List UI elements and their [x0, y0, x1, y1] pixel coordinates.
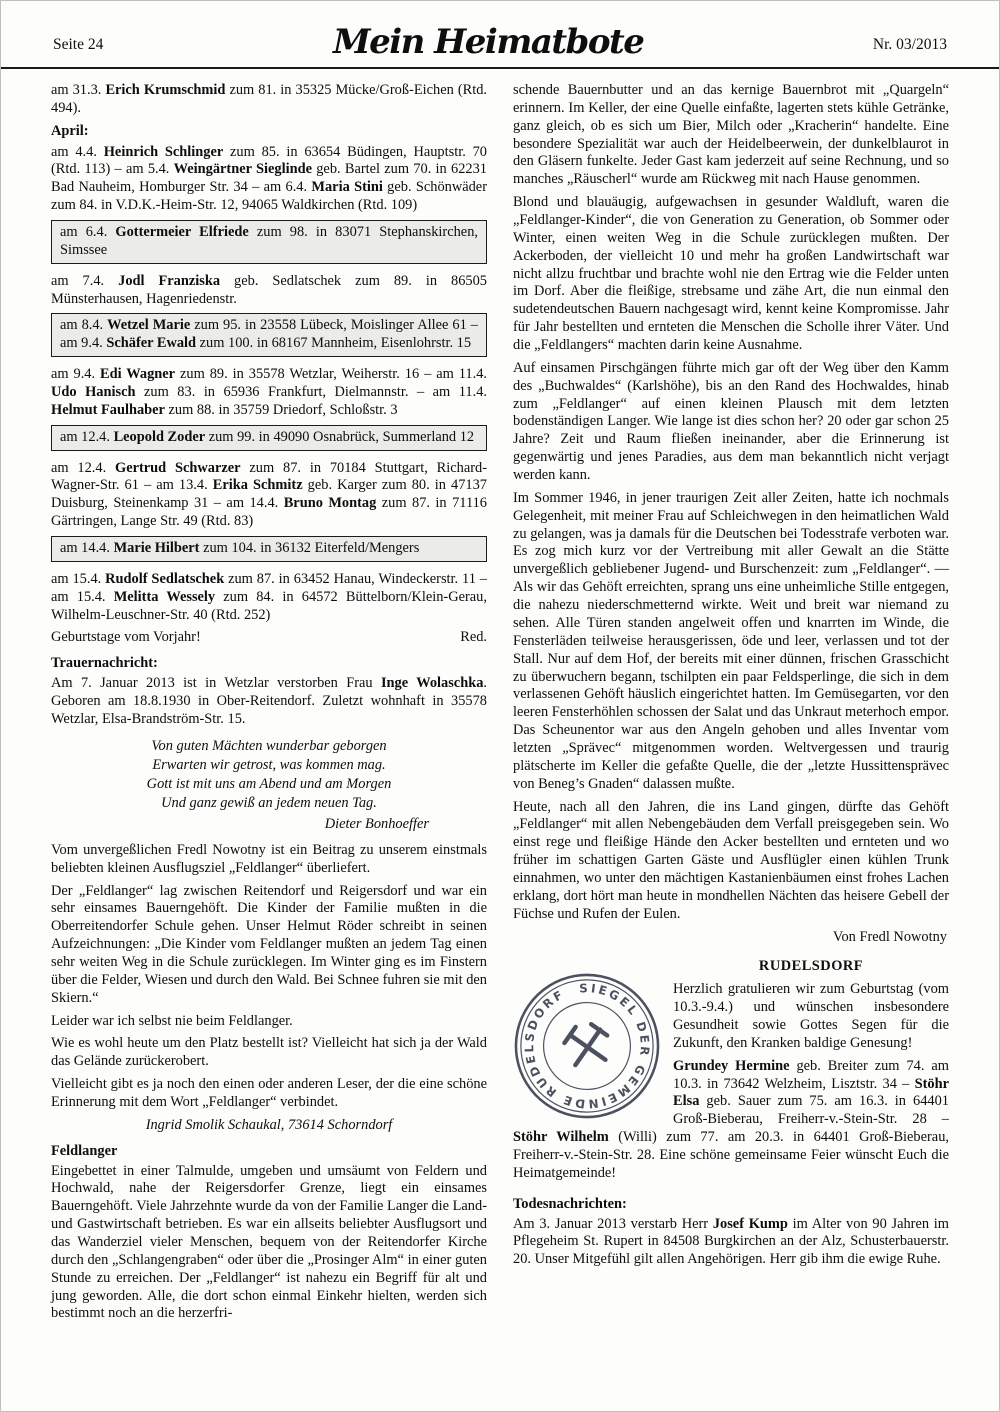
text-run: Leider war ich selbst nie beim Feldlanger. [51, 1012, 293, 1029]
page-content [1, 69, 999, 1328]
bold-text: Stöhr Elsa [673, 1075, 949, 1110]
section-heading: Todesnachrichten: [513, 1195, 627, 1212]
paragraph [51, 82, 487, 118]
note-line [51, 629, 487, 647]
paragraph [513, 799, 949, 924]
text-run: zum 87. in 70184 Stuttgart, Richard-Wagner-Str. 61 – am 13.4. [51, 459, 487, 494]
paragraph [51, 842, 487, 878]
bold-text: Weingärtner Sieglinde [173, 161, 312, 178]
paragraph [51, 571, 487, 625]
paragraph [51, 366, 487, 420]
masthead-logo: Mein Heimatbote [332, 22, 644, 62]
bold-text: Jodl Franziska [118, 272, 221, 289]
text-run: am 12.4. [60, 428, 114, 445]
author-byline: Von Fredl Nowotny [832, 928, 947, 945]
text-run: Herzlich gratulieren wir zum Geburtstag (vom 10.3.-9.4.) und wünschen insbesondere Gesundheit sowie Gottes Segen für die Zukunft, den Kranken baldige Genesung! [673, 981, 949, 1051]
text-run: zum 99. in 49090 Osnabrück, Summerland 12 [205, 428, 475, 445]
paragraph [51, 1163, 487, 1324]
text-run: . Geboren am 18.8.1930 in Ober-Reitendorf. Zuletzt wohnhaft in 35578 Wetzlar, Elsa-Brandström-Str. 15. [51, 675, 488, 727]
bold-text: Schäfer Ewald [106, 335, 197, 352]
rudelsdorf-seal [501, 961, 672, 1132]
text-run: geb. Schönwäder zum 84. in V.D.K.-Heim-Str. 12, 94065 Waldkirchen (Rtd. 109) [51, 179, 487, 214]
text-run: Am 7. Januar 2013 ist in Wetzlar verstorben Frau [51, 675, 381, 692]
text-run: geb. Breiter zum 74. am 10.3. in 73642 Welzheim, Lisztstr. 34 – [673, 1057, 949, 1092]
bold-text: Heinrich Schlinger [103, 143, 224, 160]
text-run: Am 3. Januar 2013 verstarb Herr [513, 1215, 713, 1232]
boxed-birthday-announcement [51, 536, 487, 562]
bold-text: Helmut Faulhaber [51, 401, 165, 418]
bold-text: Gottermeier Elfriede [115, 224, 249, 241]
text-run: zum 104. in 36132 Eiterfeld/Mengers [199, 540, 420, 557]
text-run: am 4.4. [51, 143, 104, 160]
bold-text: April: [51, 122, 89, 139]
seal-text: SIEGEL DER GEMEINDE RUDELSDORF [522, 981, 653, 1112]
bold-text: Edi Wagner [100, 366, 176, 383]
paragraph [51, 460, 487, 531]
bold-text: Leopold Zoder [113, 428, 206, 445]
text-run: zum 89. in 35578 Wetzlar, Weiherstr. 16 – am 11.4. [175, 366, 487, 383]
section-heading: Trauernachricht: [51, 655, 158, 672]
month-label [51, 123, 487, 141]
text-run: zum 95. in 23558 Lübeck, Moislinger Allee 61 – am 9.4. [60, 317, 478, 352]
text-run: geb. Sauer zum 75. am 16.3. in 64401 Groß-Bieberau, Freiherr-v.-Stein-Str. 28 – [673, 1093, 949, 1128]
right-column [513, 82, 949, 1328]
text-run: Vom unvergeßlichen Fredl Nowotny ist ein Beitrag zu unserem einstmals beliebten kleinen Ausflugsziel „Feldlanger“ überliefert. [51, 841, 487, 876]
memorial-poem [63, 737, 475, 834]
poem-line: Gott ist mit uns am Abend und am Morgen [146, 775, 392, 792]
text-run: Im Sommer 1946, in jener traurigen Zeit aller Zeiten, hatte ich nochmals Gelegenheit, mit meiner Frau auf Schleichwegen in den heimatlichen Wald zu gelangen, was ja damals für die Deutschen bei Todesstrafe verboten war. Es zog mich kurz vor der Vertreibung mit aller Gewalt an die Stätte unvergeßlich gebliebener Jugend- und Burschenzeit: zum „Feldlanger“. — Als wir das Gehöft erreichten, sprang uns eine unheimliche Stille entgegen, die nahezu niederschmetternd wirkte. Weit und breit war niemand zu sehen. Alle Türen standen angelweit offen und knarrten im Winde, die Fensterläden teilweise herausgerissen, öde und leer, verlassen und tot der Stall. Nur auf dem Hof, der bereits mit einer dünnen, frischen Grasschicht zu überwuchern begann, tschilpten ein paar Feldsperlinge, die sich in dem verlassenen Gehöft häuslich eingerichtet hatten. Im Gemüsegarten, vor den leeren Fensterhöhlen schossen der Salat und das Unkraut meterhoch empor. Das Scheunentor war aus den Angeln gehoben und alles Inventar vom letzten „Sprävec“ mitgenommen worden. Weltvergessen und traurig plätscherte im Keller die gefaßte Quelle, die der „letzte Hussittensprävec von Beneg’s Gnaden“ dalassen mußte. [513, 489, 949, 792]
left-column [51, 82, 487, 1328]
bold-text: Grundey Hermine [673, 1057, 790, 1074]
text-run: geb. Karger zum 80. in 47137 Duisburg, Steinenkamp 31 – am 14.4. [51, 477, 487, 512]
bold-text: Rudolf Sedlatschek [105, 570, 225, 587]
poem-line: Und ganz gewiß an jedem neuen Tag. [161, 794, 377, 811]
text-run: Vielleicht gibt es ja noch den einen oder anderen Leser, der die eine schöne Erinnerung mit dem Wort „Feldlanger“ verbindet. [51, 1076, 487, 1111]
right-column-top [513, 82, 949, 946]
bold-text: Wetzel Marie [107, 317, 191, 334]
bold-text: Josef Kump [712, 1215, 788, 1232]
bold-text: Udo Hanisch [51, 384, 136, 401]
text-run: zum 85. in 63654 Büdingen, Hauptstr. 70 (Rtd. 113) – am 5.4. [51, 143, 487, 178]
text-run: am 15.4. [51, 570, 106, 587]
text-run: zum 88. in 35759 Driedorf, Schloßstr. 3 [164, 401, 398, 418]
text-run: schende Bauernbutter und an das kernige Bauernbrot mit „Quargeln“ erinnern. Im Keller, der eine Quelle einfaßte, lagerten stets kühle Getränke, ganz gleich, ob es sich um Bier, Milch oder „Kracherin“ handelte. Eine besondere Spezialität war auch der Heidelbeerwein, der dunkelblaurot in den Gläsern funkelte. Jeder Gast kam jederzeit auf seine Rechnung, und so manches „Räuscherl“ wurde am Rückweg mit nach Hause genommen. [513, 82, 949, 188]
paragraph [51, 144, 487, 215]
paragraph [51, 1013, 487, 1031]
text-run: zum 84. in 64572 Büttelborn/Klein-Gerau, Wilhelm-Leuschner-Str. 40 (Rtd. 252) [51, 588, 487, 623]
bold-text: Inge Wolaschka [380, 675, 484, 692]
boxed-birthday-announcement [51, 313, 487, 357]
text-run: Eingebettet in einer Talmulde, umgeben und umsäumt von Feldern und Hochwald, nahe der Reigersdorfer Grenze, liegt ein einsames Bauerngehöft. Viele Jahrzehnte wurde da von der Familie Langer die Land- und Gastwirtschaft betrieben. Es war ein allseits beliebter Ausflugsort und das Wanderziel vieler Menschen, bequem von der Reitendorfer Kirche durch den „Schlangengraben“ oder über die „Prosinger Alm“ in einer guten Stunde zu erreichen. Der „Feldlanger“ ist nahezu ein Begriff für alt und jung geworden. Alle, die dort schon einmal Einkehr hielten, werden sich bestimmt noch an die herzerfri- [51, 1162, 487, 1322]
poem-line: Von guten Mächten wunderbar geborgen [151, 737, 387, 754]
bold-text: Erich Krumschmid [105, 82, 226, 98]
text-run: im Alter von 90 Jahren im Pflegeheim St. Rupert in 84508 Burgkirchen an der Alz, Schusterbauerstr. 20. Unser Mitgefühl gilt allen Angehörigen. Herr gib ihm die ewige Ruhe. [513, 1215, 949, 1268]
paragraph [51, 1035, 487, 1071]
paragraph [51, 883, 487, 1008]
paragraph [51, 675, 487, 729]
text-run: am 31.3. [51, 82, 106, 98]
text-run: am 12.4. [51, 459, 116, 476]
bold-text: Erika Schmitz [212, 477, 303, 494]
paragraph [513, 490, 949, 794]
boxed-birthday-announcement [51, 425, 487, 451]
bold-text: Melitta Wessely [113, 588, 216, 605]
text-run: zum 87. in 63452 Hanau, Windeckerstr. 11 – am 15.4. [51, 570, 487, 605]
contributor-signature: Ingrid Smolik Schaukal, 73614 Schorndorf [145, 1116, 393, 1133]
poem-line: Erwarten wir getrost, was kommen mag. [152, 756, 386, 773]
paragraph [513, 82, 949, 189]
text-run: am 6.4. [60, 224, 116, 241]
text-run: geb. Sedlatschek zum 89. in 86505 Münsterhausen, Hagenriedenstr. [51, 272, 487, 307]
bold-text: Gertrud Schwarzer [115, 459, 241, 476]
rudelsdorf-heading: RUDELSDORF [758, 958, 864, 975]
paragraph [513, 360, 949, 485]
right-column-bottom [513, 1196, 949, 1269]
issue-number: Nr. 03/2013 [872, 36, 947, 53]
crossed-hammers-icon [562, 1022, 611, 1066]
paragraph [513, 194, 949, 355]
text-run: Heute, nach all den Jahren, die ins Land gingen, dürfte das Gehöft „Feldlanger“ mit allen Nebengebäuden dem Verfall preisgegeben sein. Wo einst rege und fleißige Hände den Acker bestellten und ernteten und wo früher im schattigen Garten Gäste und Ausflügler einen kühlen Trunk einnahmen, wo unter den mächtigen Kastanienbäumen einst frohes Lachen erklang, dort hört man heute in mondhellen Nächten das heisere Gebell der Füchse und Rufen der Eulen. [513, 798, 949, 922]
boxed-birthday-announcement [51, 220, 487, 264]
text-run: zum 100. in 68167 Mannheim, Eisenlohrstr. 15 [196, 335, 472, 352]
bold-text: Maria Stini [311, 179, 383, 196]
text-run: zum 83. in 65936 Frankfurt, Dielmannstr. – am 11.4. [135, 384, 487, 401]
text-run: am 7.4. [51, 272, 119, 289]
text-run: zum 87. in 71116 Gärtringen, Lange Str. 49 (Rtd. 83) [51, 495, 487, 530]
paragraph [51, 1076, 487, 1112]
section-heading: Feldlanger [51, 1142, 118, 1159]
text-run: Blond und blauäugig, aufgewachsen in gesunder Waldluft, waren die „Feldlanger-Kinder“, die von Generation zu Generation, ob Sommer oder Winter, einen weiten Weg in die Schule zurücklegen mußten. Der Ackerboden, der vielleicht 10 und mehr ha großen Landwirtschaft war nicht allzu fruchtbar und brachte wohl nie den Ertrag wie die Felder unten im Dorf. Aber die fleißige, strebsame und zähe Art, die nun einmal den sudetendeutschen Bauern nachgesagt wird, kennt keine Kompromisse. Jahr für Jahr bestellten und ernteten die Menschen die Scholle ihrer Väter. Und die „Feldlangers“ machten darin keine Ausnahme. [513, 194, 949, 354]
bold-text: Marie Hilbert [113, 540, 200, 557]
text-run: (Willi) zum 77. am 20.3. in 64401 Groß-Bieberau, Freiherr-v.-Stein-Str. 28. Eine schöne gemeinsame Feier wünscht Euch die Heimatgemeinde! [513, 1129, 949, 1181]
paragraph [513, 1216, 949, 1270]
text-run: zum 81. in 35325 Mücke/Groß-Eichen (Rtd. 494). [51, 82, 488, 116]
rudelsdorf-section [513, 958, 949, 1187]
text-run: am 14.4. [60, 540, 114, 557]
text-run: Auf einsamen Pirschgängen führte mich gar oft der Weg über den Kamm des „Buchwaldes“ (Karlshöhe), bis an den Rand des Hochwaldes, hinab zum „Feldlanger“ auf einen kleinen Plausch mit dem letzten bodenständigen Langer. Wie lange ist dies schon her? 20 oder gar schon 25 Jahre? Zeit und Raum fließen ineinander, aber die Erinnerung ist gegenwärtig und jenes Paradies, aus dem man bekanntlich nicht verjagt werden kann. [513, 359, 949, 484]
poem-author: Dieter Bonhoeffer [324, 815, 429, 832]
text-run: Wie es wohl heute um den Platz bestellt ist? Vielleicht hat sich ja der Wald das Gelände zurückerobert. [51, 1035, 487, 1070]
text-run: am 9.4. [51, 366, 101, 383]
text-run: am 8.4. [60, 317, 108, 334]
page-header [1, 1, 999, 69]
bold-text: Bruno Montag [283, 495, 377, 512]
note-text: Geburtstage vom Vorjahr! [51, 629, 201, 646]
page-number: Seite 24 [53, 36, 104, 53]
bold-text: Stöhr Wilhelm [513, 1129, 609, 1146]
seal-graphic [501, 961, 672, 1132]
paragraph [51, 273, 487, 309]
text-run: geb. Bartel zum 70. in 62231 Bad Nauheim, Homburger Str. 34 – am 6.4. [51, 161, 487, 196]
text-run: zum 98. in 83071 Stephanskirchen, Simssee [60, 224, 478, 258]
text-run: Der „Feldlanger“ lag zwischen Reitendorf und Reigersdorf und war ein sehr einsames Bauerngehöft. Die Kinder der Familie mußten in die Oberreitendorfer Schule gehen. Unser Helmut Röder schreibt in seinen Aufzeichnungen: „Die Kinder vom Feldlanger mußten an jedem Tag einen sehr weiten Weg in die Schule zurücklegen. Im Winter ging es im Finstern über die Felder, Wiesen und durch den Wald. Bei Schnee fuhren sie mit den Skiern.“ [51, 882, 487, 1006]
editor-abbrev: Red. [460, 629, 487, 646]
